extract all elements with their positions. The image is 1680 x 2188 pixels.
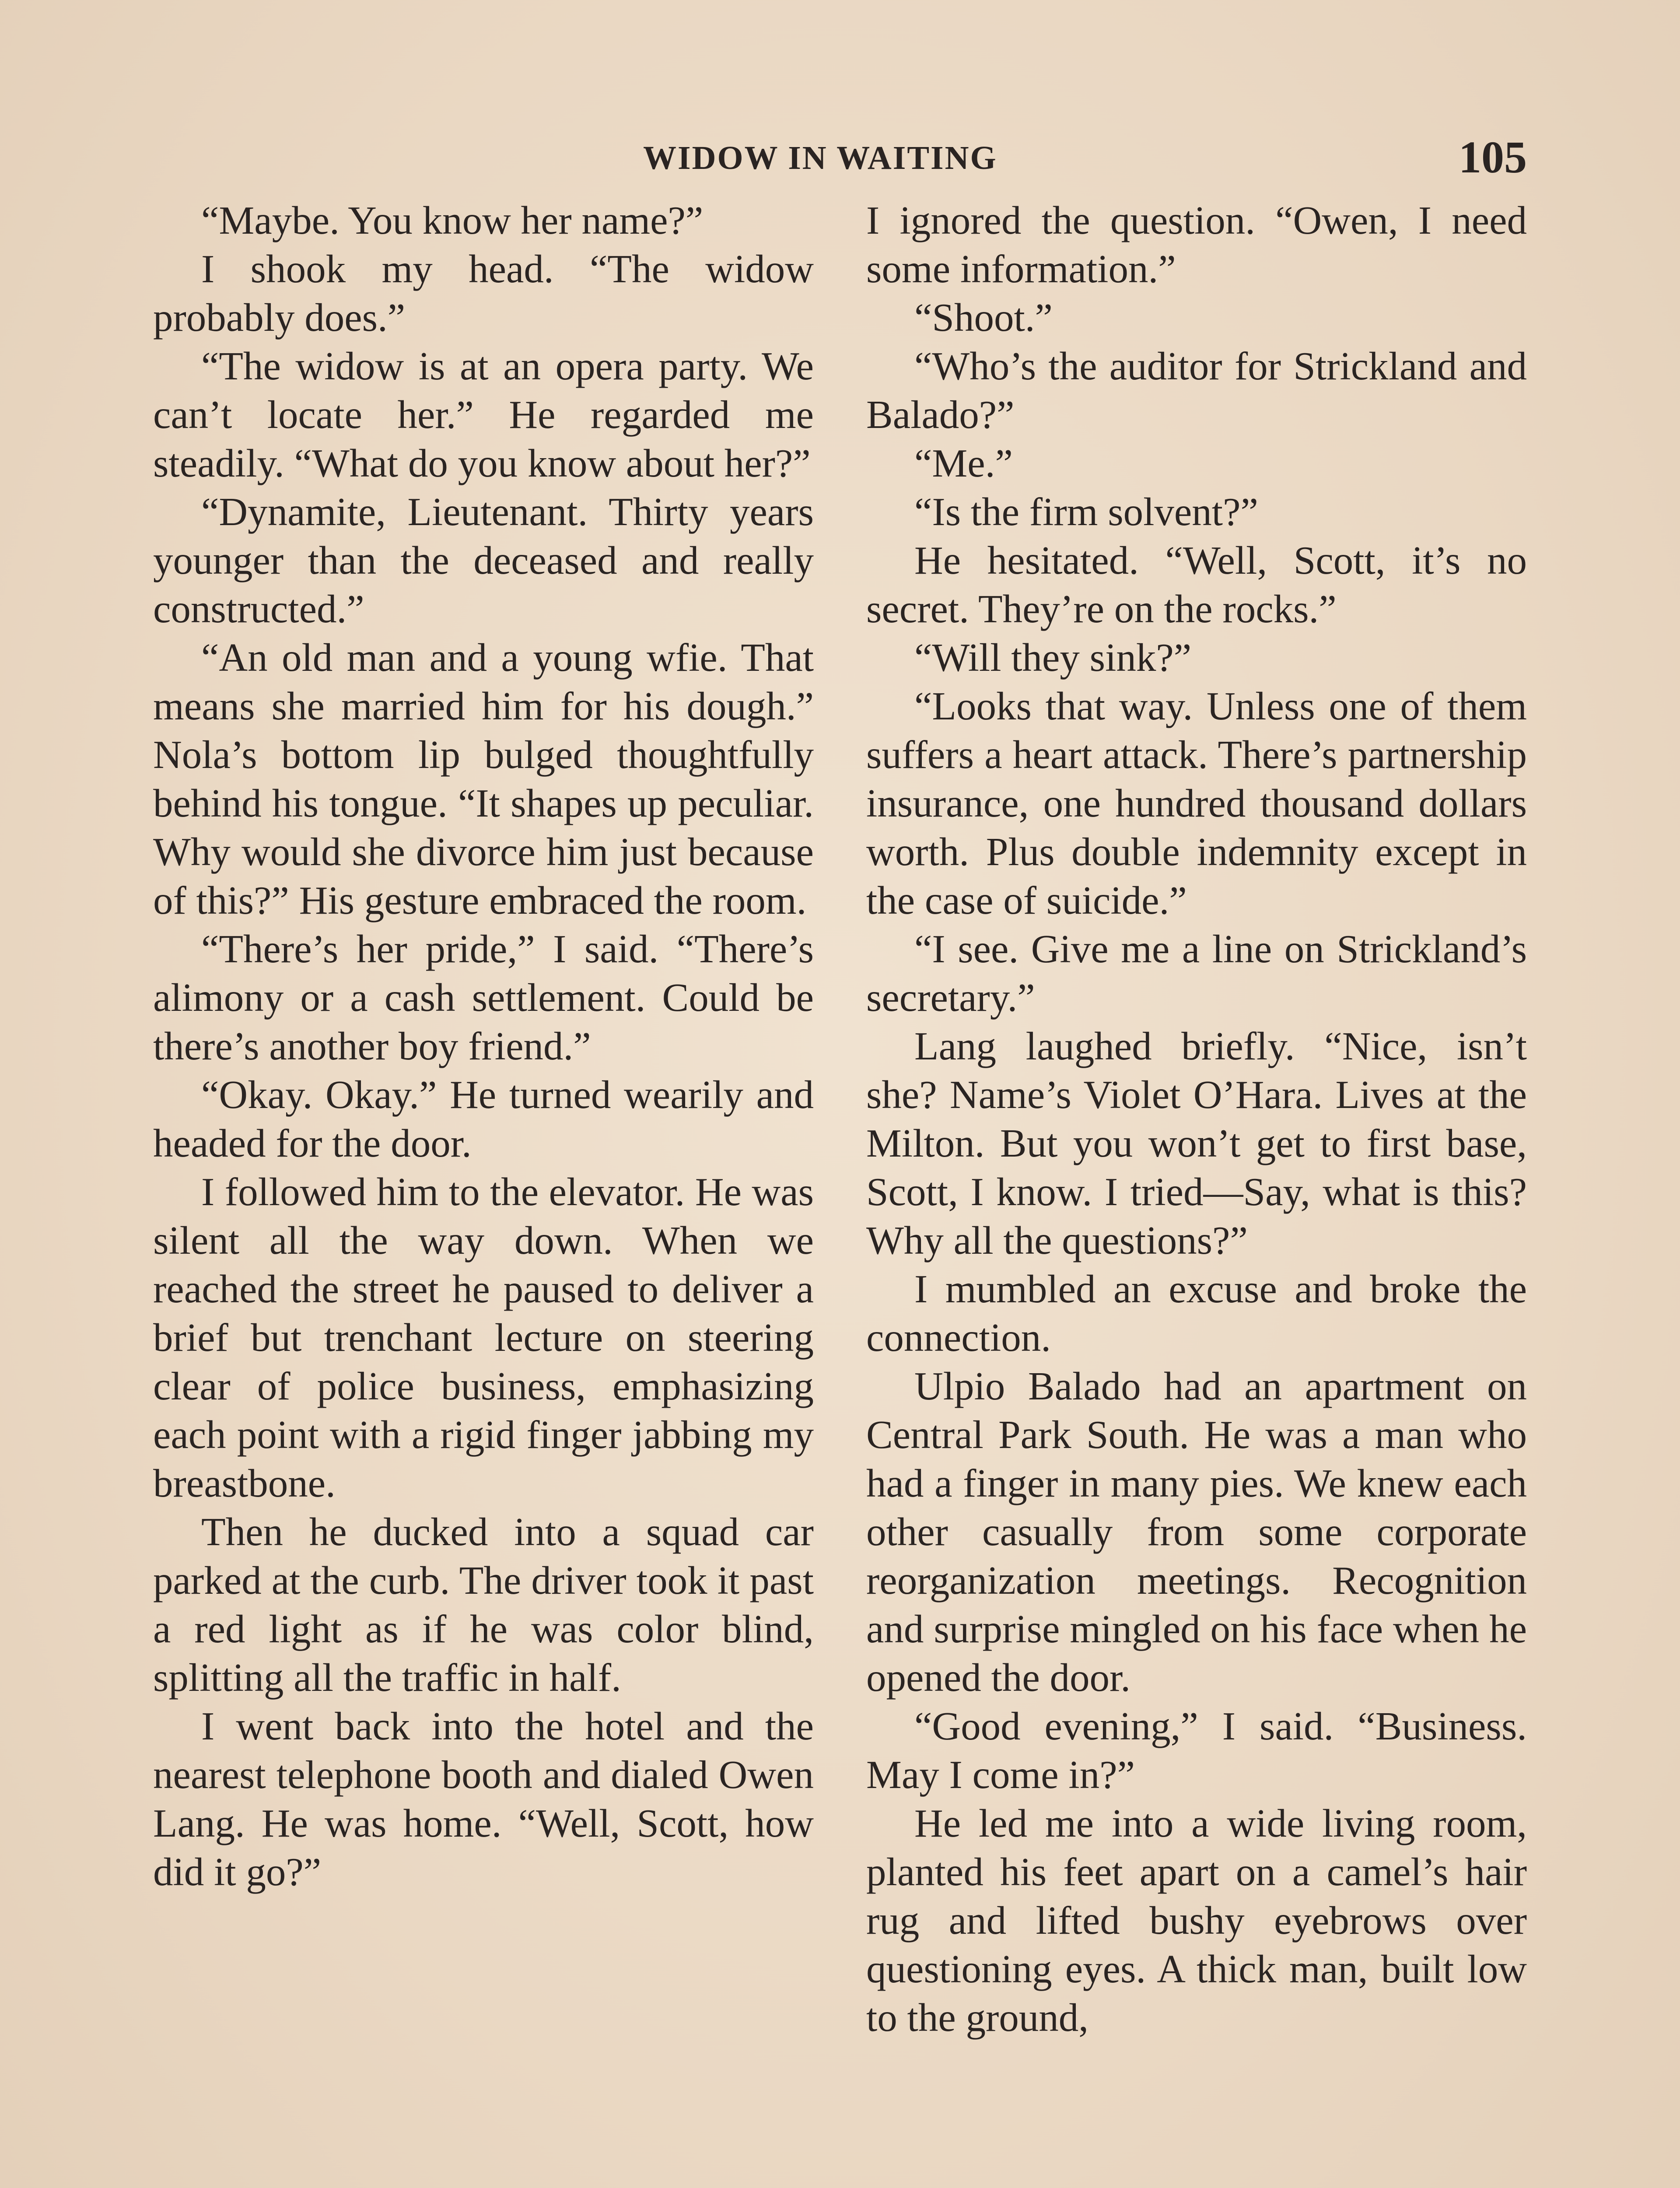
paragraph: I went back into the hotel and the nearest telephone booth and dialed Owen Lang. He was home. “Well, Scott, how did it go?” — [153, 1704, 814, 1894]
paragraph: Then he ducked into a squad car parked at the curb. The driver took it past a red light as if he was color blind, splitting all the traffic in half. — [153, 1510, 814, 1700]
paragraph: He led me into a wide living room, planted his feet apart on a camel’s hair rug and lifted bushy eyebrows over questioning eyes. A thick man, built low to the ground, — [866, 1801, 1527, 2040]
paragraph: I followed him to the elevator. He was silent all the way down. When we reached the street he paused to deliver a brief but trenchant lecture on steering clear of police business, emphasizing each point with a rigid finger jabbing my breastbone. — [153, 1170, 814, 1505]
paragraph: “Shoot.” — [914, 295, 1053, 340]
paragraph: “Me.” — [914, 441, 1013, 485]
paragraph: “The widow is at an opera party. We can’t locate her.” He regarded me steadily. “What do you know about her?” — [153, 344, 814, 485]
paragraph: “Okay. Okay.” He turned wearily and headed for the door. — [153, 1073, 814, 1165]
paragraph: “Dynamite, Lieutenant. Thirty years younger than the deceased and really constructed.” — [153, 490, 814, 631]
paragraph: “Looks that way. Unless one of them suffers a heart attack. There’s partnership insurance, one hundred thousand dollars worth. Plus double indemnity except in the case of suicide.” — [866, 684, 1527, 922]
paragraph: I ignored the question. “Owen, I need some information.” — [866, 198, 1527, 291]
page-header — [153, 131, 1527, 184]
page-number: 105 — [1459, 132, 1527, 182]
paragraph: “Is the firm solvent?” — [914, 490, 1258, 534]
paragraph: “Who’s the auditor for Strickland and Balado?” — [866, 344, 1527, 437]
paragraph: Lang laughed briefly. “Nice, isn’t she? Name’s Violet O’Hara. Lives at the Milton. But you won’t get to first base, Scott, I know. I tried—Say, what is this? Why all the questions?” — [866, 1024, 1527, 1262]
paragraph: I shook my head. “The widow probably does.” — [153, 247, 814, 340]
paragraph: “Good evening,” I said. “Business. May I come in?” — [866, 1704, 1527, 1797]
paragraph: Ulpio Balado had an apartment on Central Park South. He was a man who had a finger in many pies. We knew each other casually from some corporate reorganization meetings. Recognition and surprise mingled on his face when he opened the door. — [866, 1364, 1527, 1700]
paragraph: “I see. Give me a line on Strickland’s secretary.” — [866, 927, 1527, 1020]
paragraph: “There’s her pride,” I said. “There’s alimony or a cash settlement. Could be there’s another boy friend.” — [153, 927, 814, 1068]
paragraph: “Will they sink?” — [914, 635, 1192, 680]
paragraph: He hesitated. “Well, Scott, it’s no secret. They’re on the rocks.” — [866, 538, 1527, 631]
right-column — [866, 196, 1527, 2042]
paragraph: “Maybe. You know her name?” — [201, 198, 704, 242]
paragraph: I mumbled an excuse and broke the connection. — [866, 1267, 1527, 1360]
paragraph: “An old man and a young wfie. That means she married him for his dough.” Nola’s bottom lip bulged thoughtfully behind his tongue. “It shapes up peculiar. Why would she divorce him just because of this?” His gesture embraced the room. — [153, 635, 814, 922]
left-column — [153, 196, 814, 1896]
running-head: WIDOW IN WAITING — [643, 140, 998, 176]
